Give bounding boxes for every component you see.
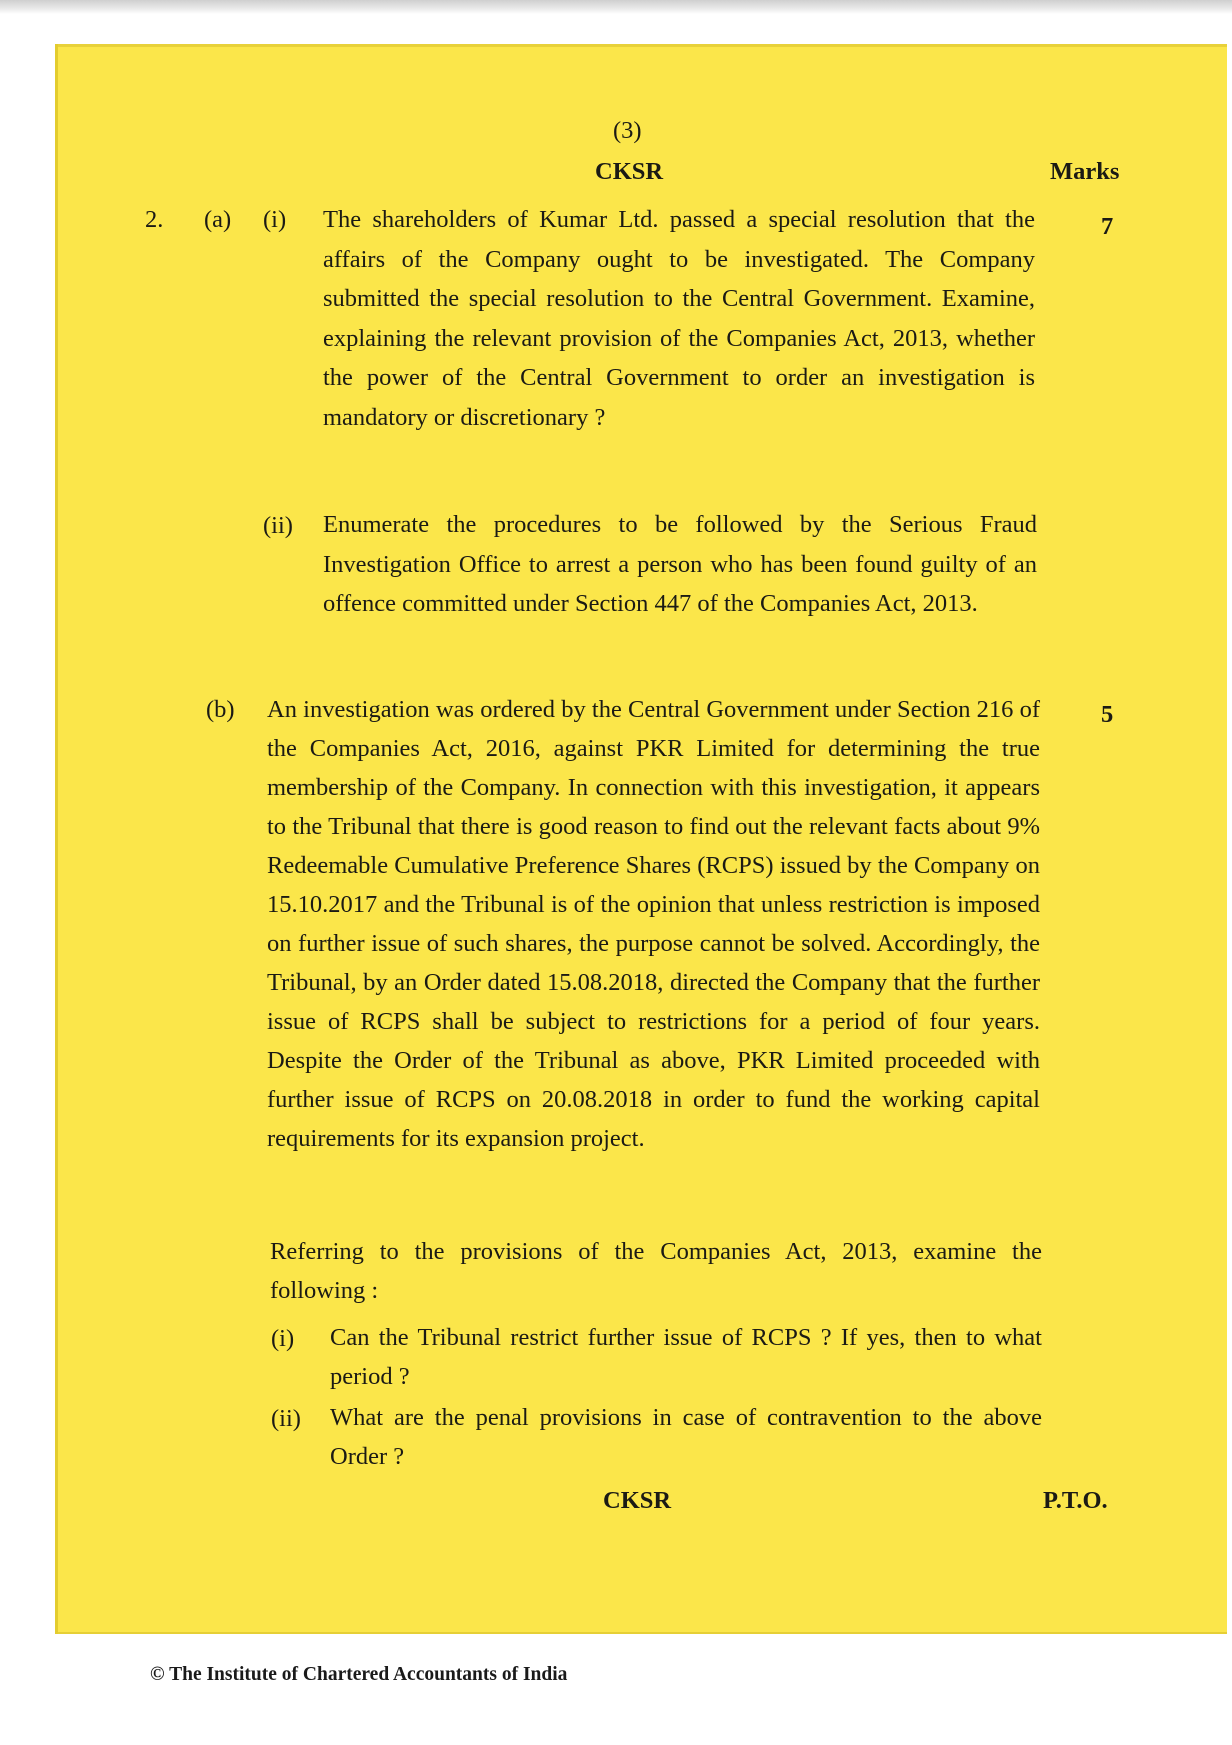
part-b-marks: 5 (1101, 701, 1114, 728)
part-b-instruction: Referring to the provisions of the Companies Act, 2013, examine the following : (270, 1238, 1042, 1304)
scan-top-edge (0, 0, 1232, 14)
question-number: 2. (145, 206, 164, 233)
page-number: (3) (613, 117, 642, 144)
part-a-ii-label: (ii) (263, 512, 293, 539)
part-a-i-text: The shareholders of Kumar Ltd. passed a special resolution that the affairs of the Company ought to be investigated. The Company submitted the special resolution to the Central Government. Examine, explaining the relevant provision of the Companies Act, 2013, whether the power of the Central Government to order an investigation is mandatory or discretionary ? (323, 206, 1035, 431)
part-a-marks: 7 (1101, 213, 1114, 240)
part-b-label: (b) (206, 696, 235, 723)
part-a-i-label: (i) (263, 206, 287, 233)
part-a-ii-text: Enumerate the procedures to be followed by the Serious Fraud Investigation Office to arrest a person who has been found guilty of an offence committed under Section 447 of the Companies Act, 2013. (323, 511, 1037, 617)
part-b-ii-label: (ii) (271, 1405, 301, 1432)
part-b-ii-text: What are the penal provisions in case of contravention to the above Order ? (330, 1404, 1042, 1470)
marks-column-label: Marks (1050, 158, 1120, 185)
paper-code-footer: CKSR (603, 1487, 672, 1514)
paper-code-header: CKSR (595, 158, 664, 185)
please-turn-over: P.T.O. (1043, 1487, 1108, 1514)
copyright-notice: © The Institute of Chartered Accountants of India (150, 1664, 568, 1685)
part-b-text: An investigation was ordered by the Central Government under Section 216 of the Companies Act, 2016, against PKR Limited for determining the true membership of the Company. In connection with this investigation, it appears to the Tribunal that there is good reason to find out the relevant facts about 9% Redeemable Cumulative Preference Shares (RCPS) issued by the Company on 15.10.2017 and the Tribunal is of the opinion that unless restriction is imposed on further issue of such shares, the purpose cannot be solved. Accordingly, the Tribunal, by an Order dated 15.08.2018, directed the Company that the further issue of RCPS shall be subject to restrictions for a period of four years. Despite the Order of the Tribunal as above, PKR Limited proceeded with further issue of RCPS on 20.08.2018 in order to fund the working capital requirements for its expansion project. (267, 696, 1040, 1152)
part-b-i-label: (i) (271, 1325, 295, 1352)
part-a-label: (a) (204, 206, 232, 233)
part-b-i-text: Can the Tribunal restrict further issue of RCPS ? If yes, then to what period ? (330, 1324, 1042, 1390)
